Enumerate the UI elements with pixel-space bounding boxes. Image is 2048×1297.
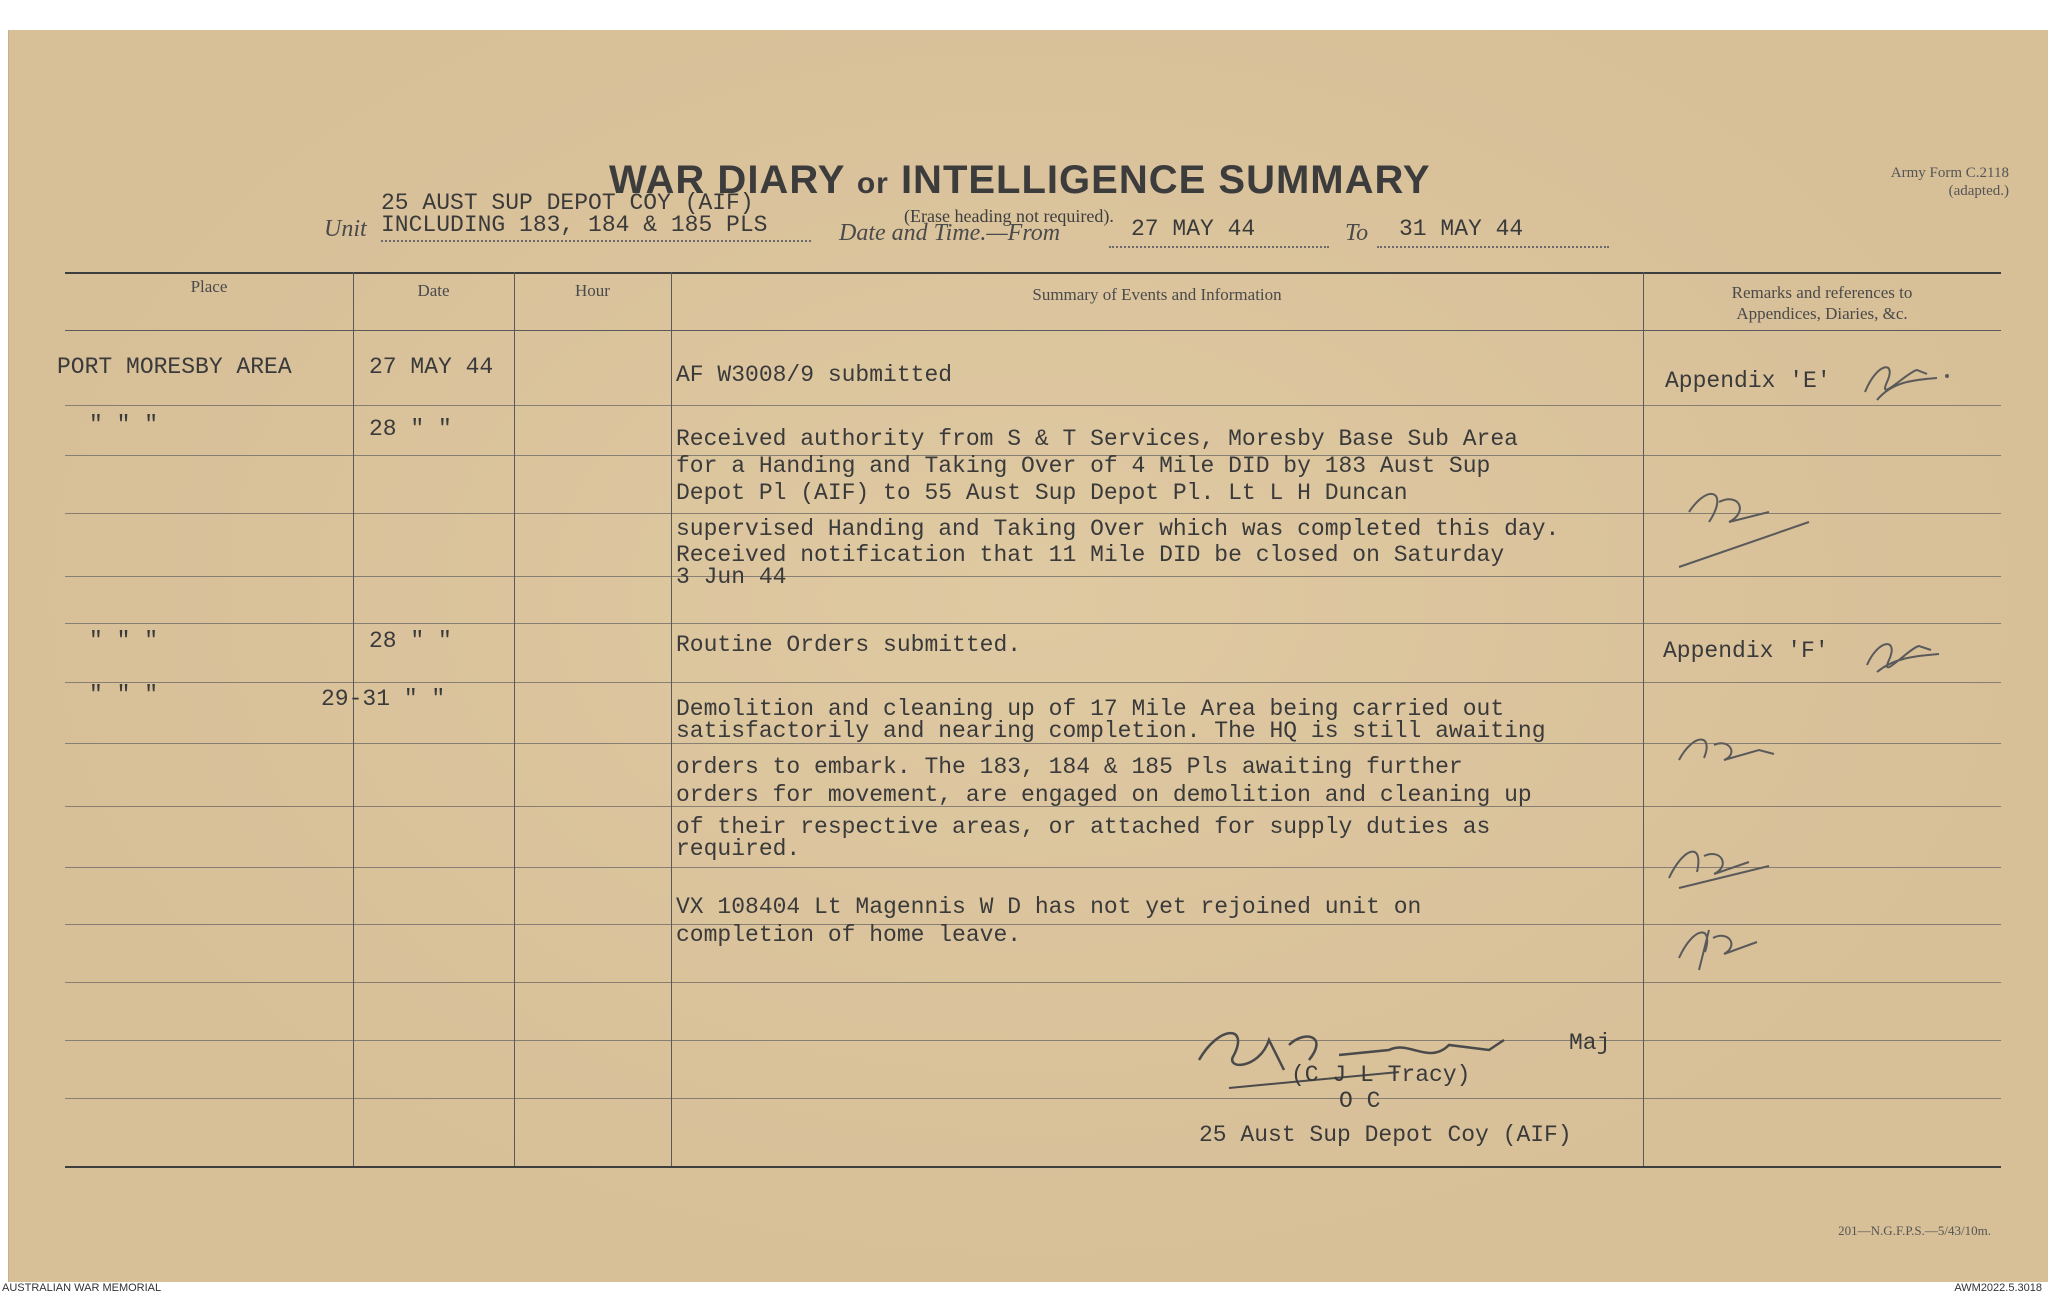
table-top-rule bbox=[65, 272, 2001, 274]
form-subtitle: (Erase heading not required). bbox=[904, 206, 1114, 226]
entry2-line6: 3 Jun 44 bbox=[676, 564, 787, 590]
signature-unit: 25 Aust Sup Depot Coy (AIF) bbox=[1199, 1122, 1572, 1148]
entry4-date: 29-31 " " bbox=[321, 686, 446, 712]
entry2-line3: Depot Pl (AIF) to 55 Aust Sup Depot Pl. Lt L H Duncan bbox=[676, 480, 1408, 506]
summary-remarks-divider bbox=[1643, 272, 1644, 1166]
col-header-hour: Hour bbox=[575, 281, 610, 300]
entry4-line5: of their respective areas, or attached for supply duties as bbox=[676, 814, 1491, 840]
entry1-place: PORT MORESBY AREA bbox=[57, 354, 292, 380]
title-or: or bbox=[856, 167, 889, 200]
initials-mark bbox=[1669, 720, 1789, 780]
row-rule bbox=[65, 1098, 2001, 1099]
entry2-line2: for a Handing and Taking Over of 4 Mile DID by 183 Aust Sup bbox=[676, 453, 1491, 479]
army-form-line1: Army Form C.2118 bbox=[1890, 165, 2009, 181]
date-time-label: Date and Time.—From bbox=[839, 220, 1061, 246]
entry4-line1: Demolition and cleaning up of 17 Mile Area being carried out bbox=[676, 696, 1505, 722]
from-dotted-line bbox=[1109, 246, 1329, 248]
entry2-line4: supervised Handing and Taking Over which was completed this day. bbox=[676, 516, 1560, 542]
col-header-summary: Summary of Events and Information bbox=[1032, 285, 1282, 304]
to-dotted-line bbox=[1377, 246, 1609, 248]
entry4-line4: orders for movement, are engaged on demolition and cleaning up bbox=[676, 782, 1532, 808]
print-code: 201—N.G.F.P.S.—5/43/10m. bbox=[1838, 1223, 1991, 1238]
table-bottom-rule bbox=[65, 1166, 2001, 1168]
date-hour-divider bbox=[514, 272, 515, 1166]
row-rule bbox=[65, 576, 2001, 577]
remarks-header-line2: Appendices, Diaries, &c. bbox=[1736, 304, 1908, 323]
place-date-divider bbox=[353, 272, 354, 1166]
signature-name: (C J L Tracy) bbox=[1291, 1062, 1471, 1088]
entry2-place: " " " bbox=[89, 412, 159, 438]
entry2-date: 28 " " bbox=[369, 416, 452, 442]
signature-role: O C bbox=[1339, 1088, 1381, 1114]
entry4-line3: orders to embark. The 183, 184 & 185 Pls awaiting further bbox=[676, 754, 1463, 780]
col-header-remarks bbox=[1643, 282, 2001, 324]
initials-mark bbox=[1659, 828, 1779, 898]
row-rule bbox=[65, 682, 2001, 683]
row-rule bbox=[65, 405, 2001, 406]
remarks-header-line1: Remarks and references to bbox=[1731, 283, 1913, 302]
unit-name-line1: 25 AUST SUP DEPOT COY (AIF) bbox=[381, 190, 754, 216]
entry1-remark: Appendix 'E' bbox=[1665, 368, 1831, 394]
entry3-summary: Routine Orders submitted. bbox=[676, 632, 1022, 658]
entry4-place: " " " bbox=[89, 682, 159, 708]
signature-rank: Maj bbox=[1569, 1030, 1611, 1056]
entry3-place: " " " bbox=[89, 628, 159, 654]
entry5-line2: completion of home leave. bbox=[676, 922, 1022, 948]
entry2-line1: Received authority from S & T Services, Moresby Base Sub Area bbox=[676, 426, 1518, 452]
col-header-date: Date bbox=[417, 281, 450, 300]
to-label: To bbox=[1345, 220, 1369, 246]
row-rule bbox=[65, 982, 2001, 983]
entry1-date: 27 MAY 44 bbox=[369, 354, 494, 380]
war-diary-sheet bbox=[8, 30, 2048, 1282]
title-war-diary: WAR DIARY bbox=[609, 158, 845, 202]
entry2-line5: Received notification that 11 Mile DID be closed on Saturday bbox=[676, 542, 1505, 568]
army-form-line2: (adapted.) bbox=[1948, 183, 2009, 199]
entry4-line2: satisfactorily and nearing completion. The HQ is still awaiting bbox=[676, 718, 1546, 744]
from-date: 27 MAY 44 bbox=[1131, 216, 1256, 242]
entry3-date: 28 " " bbox=[369, 628, 452, 654]
hour-summary-divider bbox=[671, 272, 672, 1166]
archive-reference: AWM2022.5.3018 bbox=[1954, 1282, 2042, 1294]
title-intelligence-summary: INTELLIGENCE SUMMARY bbox=[900, 158, 1431, 202]
unit-label: Unit bbox=[324, 216, 367, 242]
unit-name-line2: INCLUDING 183, 184 & 185 PLS bbox=[381, 212, 768, 238]
row-rule bbox=[65, 1040, 2001, 1041]
entry1-summary: AF W3008/9 submitted bbox=[676, 362, 953, 388]
entry4-line6: required. bbox=[676, 836, 801, 862]
table-header-rule bbox=[65, 330, 2001, 331]
army-form-number bbox=[1891, 164, 2009, 200]
entry5-line1: VX 108404 Lt Magennis W D has not yet rejoined unit on bbox=[676, 894, 1422, 920]
initials-mark bbox=[1857, 352, 1957, 412]
unit-dotted-line bbox=[381, 240, 811, 242]
initials-mark bbox=[1859, 630, 1959, 680]
row-rule bbox=[65, 623, 2001, 624]
to-date: 31 MAY 44 bbox=[1399, 216, 1524, 242]
initials-mark bbox=[1669, 910, 1779, 980]
entry3-remark: Appendix 'F' bbox=[1663, 638, 1829, 664]
initials-mark bbox=[1669, 472, 1819, 572]
archive-credit: AUSTRALIAN WAR MEMORIAL bbox=[2, 1282, 162, 1294]
col-header-place: Place bbox=[190, 277, 228, 296]
